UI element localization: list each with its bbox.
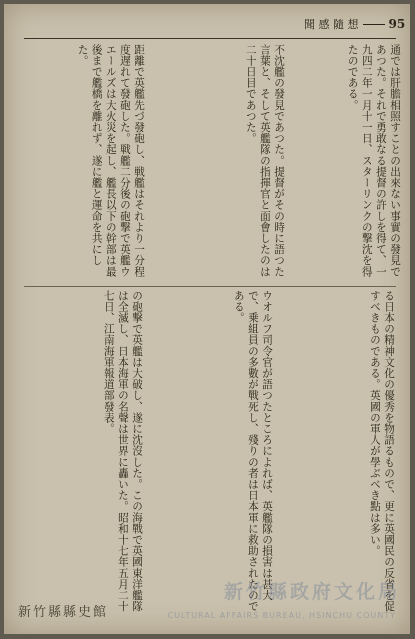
watermark-english: CULTURAL AFFAIRS BUREAU, HSINCHU COUNTY (167, 611, 396, 620)
text-column-bottom-middle: ウオルフ司令官が語つたところによれば、英艦隊の損害は甚大で、乗組員の多數が戰死し、殘りの者は日本軍に救助されたのである。 (232, 290, 273, 612)
watermark: 新竹縣政府文化局 (223, 581, 400, 603)
row-divider (24, 286, 396, 287)
text-column-bottom-right: る日本の精神文化の優秀を物語るもので、更に英國民の反省を促すべきものである。英國の軍人が學ぶべき點は多い。 (368, 290, 395, 612)
magazine-page (4, 4, 410, 634)
section-title: 聞 感 隨 想 (304, 18, 359, 31)
text-column-bottom-left: の砲撃で英艦は大破し、遂に沈沒した。この海戰で英國東洋艦隊は全滅し、日本海軍の名聲は世界に轟いた。昭和十七年五月二十七日、江南海軍報道部發表。 (102, 290, 143, 612)
header-rule (363, 24, 385, 25)
page-header (304, 16, 405, 32)
text-column-right: 通では肝膽相照すことの出來ない事實の發見であつた。それで勇敢なる提督の許しを得て、一九四二年一月十一日、スターリンクの撃沈を得たのである。 (346, 44, 401, 278)
archive-stamp: 新竹縣縣史館 (18, 605, 109, 620)
page-number: 95 (388, 17, 406, 31)
text-column-left: 距離で英艦先づ發砲し、戦艦はそれより一分程度遅れて發砲した。戦艦二分後の砲撃で英艦ウエールズは大火災を起し、艦長以下の幹部は最後まで艦橋を離れず、遂に艦と運命を共にした。 (76, 44, 145, 278)
text-column-middle: 不沈艦の發見であつた。提督がその時に語つた言葉と、そして英艦隊の指揮官と面會したのは二十日目であつた。 (244, 44, 285, 278)
top-rule (24, 38, 396, 39)
